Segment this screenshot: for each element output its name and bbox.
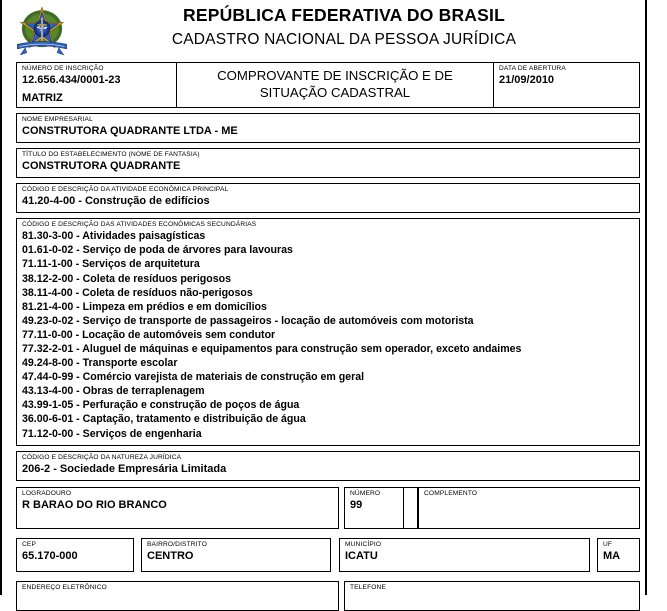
cep-label: CEP: [22, 540, 37, 548]
field-natureza-juridica: [16, 451, 640, 481]
atividade-secundaria-item: 77.32-2-01 - Aluguel de máquinas e equipamentos para construção sem operador, exceto andaimes: [22, 342, 522, 355]
atividade-secundaria-item: 49.23-0-02 - Serviço de transporte de passageiros - locação de automóveis com motorista: [22, 314, 474, 327]
page-subtitle: CADASTRO NACIONAL DA PESSOA JURÍDICA: [171, 31, 517, 49]
address-row-locality: [16, 538, 640, 572]
municipio-value: ICATU: [345, 549, 378, 562]
document-body: [16, 113, 640, 611]
document-content: [3, 0, 643, 595]
document-title: COMPROVANTE DE INSCRIÇÃO E DE SITUAÇÃO CADASTRAL: [217, 68, 453, 100]
address-spacer-box: [404, 487, 418, 529]
atividade-secundaria-item: 47.44-0-99 - Comércio varejista de materiais de construção em geral: [22, 371, 365, 384]
atividade-secundaria-item: 38.11-4-00 - Coleta de resíduos não-perigosos: [22, 286, 253, 299]
field-telefone: [344, 581, 640, 611]
titulo-estabelecimento-label: TÍTULO DO ESTABELECIMENTO (NOME DE FANTASIA): [22, 151, 200, 158]
atividade-secundaria-item: 71.12-0-00 - Serviços de engenharia: [22, 427, 202, 440]
atividade-secundaria-item: 36.00-6-01 - Captação, tratamento e distribuição de água: [22, 413, 306, 426]
field-complemento: [418, 487, 640, 529]
atividade-secundaria-item: 81.21-4-00 - Limpeza em prédios e em domicílios: [22, 300, 267, 313]
numero-inscricao-type: MATRIZ: [22, 91, 63, 104]
natureza-juridica-value: 206-2 - Sociedade Empresária Limitada: [22, 462, 227, 475]
field-numero: [344, 487, 404, 529]
natureza-juridica-label: CÓDIGO E DESCRIÇÃO DA NATUREZA JURÍDICA: [22, 453, 182, 461]
field-municipio: [339, 538, 590, 572]
complemento-label: COMPLEMENTO: [424, 489, 478, 497]
identification-strip: [16, 62, 640, 108]
page-border-right: [645, 0, 647, 595]
field-logradouro: [16, 487, 339, 529]
document-header: [3, 0, 643, 62]
cep-value: 65.170-000: [22, 549, 78, 562]
page-title: REPÚBLICA FEDERATIVA DO BRASIL: [183, 5, 505, 25]
field-cep: [16, 538, 134, 572]
atividade-secundaria-item: 01.61-0-02 - Serviço de poda de árvores para lavouras: [22, 244, 293, 257]
atividades-secundarias-list: [22, 229, 634, 440]
document-title-cell: [177, 63, 494, 107]
municipio-label: MUNICÍPIO: [345, 540, 382, 548]
page-border-left: [0, 0, 2, 595]
atividade-principal-value: 41.20-4-00 - Construção de edifícios: [22, 195, 210, 208]
numero-value: 99: [350, 498, 363, 511]
bairro-label: BAIRRO/DISTRITO: [147, 540, 208, 548]
uf-label: UF: [603, 540, 613, 548]
field-bairro: [141, 538, 331, 572]
field-data-abertura: [494, 63, 639, 107]
endereco-eletronico-label: ENDEREÇO ELETRÔNICO: [22, 583, 107, 591]
titulo-estabelecimento-value: CONSTRUTORA QUADRANTE: [22, 160, 181, 173]
field-endereco-eletronico: [16, 581, 339, 611]
atividades-secundarias-label: CÓDIGO E DESCRIÇÃO DAS ATIVIDADES ECONÔMICAS SECUNDÁRIAS: [22, 221, 257, 228]
address-row-contact: [16, 581, 640, 611]
bairro-value: CENTRO: [147, 549, 194, 562]
logradouro-label: LOGRADOURO: [22, 489, 72, 497]
data-abertura-label: DATA DE ABERTURA: [499, 65, 566, 72]
atividade-secundaria-item: 77.11-0-00 - Locação de automóveis sem condutor: [22, 328, 276, 341]
atividade-principal-label: CÓDIGO E DESCRIÇÃO DA ATIVIDADE ECONÔMICA PRINCIPAL: [22, 186, 229, 193]
telefone-label: TELEFONE: [350, 583, 387, 591]
logradouro-value: R BARAO DO RIO BRANCO: [22, 498, 167, 511]
atividade-secundaria-item: 38.12-2-00 - Coleta de resíduos perigosos: [22, 272, 232, 285]
field-atividade-principal: [16, 183, 640, 213]
numero-label: NÚMERO: [350, 489, 381, 497]
uf-value: MA: [603, 549, 621, 562]
atividade-secundaria-item: 49.24-8-00 - Transporte escolar: [22, 357, 178, 370]
numero-inscricao-value: 12.656.434/0001-23: [22, 74, 121, 87]
address-row-street: [16, 487, 640, 529]
field-numero-inscricao: [17, 63, 177, 107]
header-titles: [3, 2, 643, 53]
nome-empresarial-value: CONSTRUTORA QUADRANTE LTDA - ME: [22, 125, 238, 138]
data-abertura-value: 21/09/2010: [499, 74, 555, 87]
field-titulo-estabelecimento: [16, 148, 640, 178]
field-nome-empresarial: [16, 113, 640, 143]
nome-empresarial-label: NOME EMPRESARIAL: [22, 116, 93, 123]
field-uf: [597, 538, 640, 572]
atividade-secundaria-item: 43.13-4-00 - Obras de terraplenagem: [22, 385, 205, 398]
field-atividades-secundarias: [16, 218, 640, 446]
atividade-secundaria-item: 43.99-1-05 - Perfuração e construção de poços de água: [22, 399, 300, 412]
atividade-secundaria-item: 71.11-1-00 - Serviços de arquitetura: [22, 258, 200, 271]
brazil-coat-of-arms-icon: [13, 4, 71, 60]
atividade-secundaria-item: 81.30-3-00 - Atividades paisagísticas: [22, 230, 206, 243]
numero-inscricao-label: NÚMERO DE INSCRIÇÃO: [22, 65, 104, 72]
